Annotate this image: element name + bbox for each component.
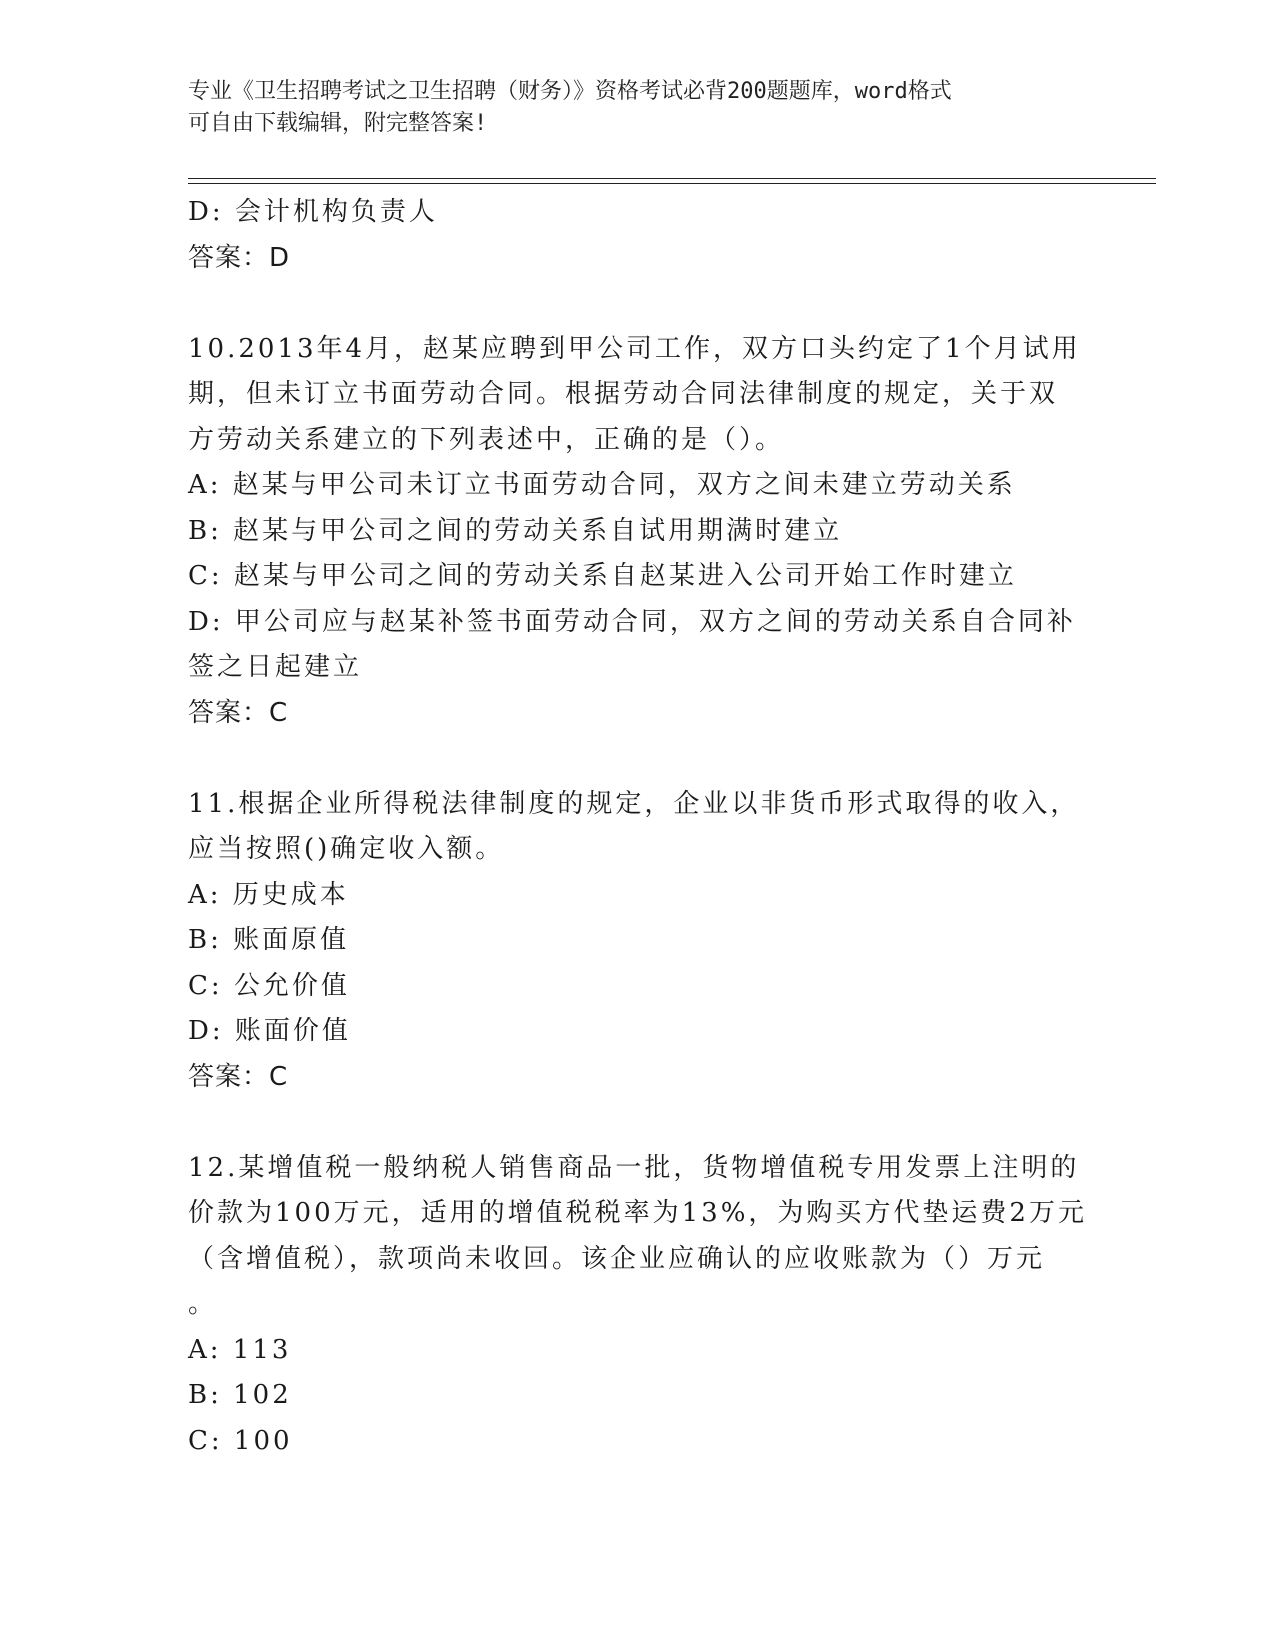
spacer — [188, 1100, 1088, 1146]
question-12 — [188, 1146, 1088, 1465]
header-line-2: 可自由下载编辑，附完整答案! — [188, 111, 488, 136]
q12-option-c: C: 100 — [188, 1425, 293, 1456]
q11-option-a: A: 历史成本 — [188, 879, 349, 910]
q10-stem-line: 方劳动关系建立的下列表述中，正确的是（）。 — [188, 424, 785, 455]
header-divider — [188, 178, 1156, 184]
q11-stem-line: 应当按照()确定收入额。 — [188, 834, 505, 864]
q12-stem-line: 。 — [188, 1289, 218, 1319]
q12-stem-line: 12.某增值税一般纳税人销售商品一批，货物增值税专用发票上注明的 — [188, 1152, 1080, 1183]
header-line-1: 专业《卫生招聘考试之卫生招聘（财务）》资格考试必背200题题库，word格式 — [188, 79, 952, 104]
q10-answer: 答案：C — [188, 697, 289, 728]
q10-stem-line: 10.2013年4月，赵某应聘到甲公司工作，双方口头约定了1个月试用 — [188, 333, 1081, 364]
question-11 — [188, 782, 1088, 1101]
q11-option-b: B: 账面原值 — [188, 925, 350, 955]
q10-stem-line: 期，但未订立书面劳动合同。根据劳动合同法律制度的规定，关于双 — [188, 379, 1059, 409]
q12-stem-line: 价款为100万元，适用的增值税税率为13%，为购买方代垫运费2万元 — [188, 1198, 1087, 1228]
q11-option-c: C: 公允价值 — [188, 970, 350, 1001]
q10-option-b: B: 赵某与甲公司之间的劳动关系自试用期满时建立 — [188, 515, 843, 546]
q11-option-d: D: 账面价值 — [188, 1016, 351, 1046]
q10-option-a: A: 赵某与甲公司未订立书面劳动合同，双方之间未建立劳动关系 — [188, 470, 1016, 500]
spacer — [188, 281, 1088, 327]
document-header — [188, 76, 1068, 140]
question-10 — [188, 327, 1088, 737]
q12-option-b: B: 102 — [188, 1380, 292, 1410]
q11-stem-line: 11.根据企业所得税法律制度的规定，企业以非货币形式取得的收入， — [188, 788, 1080, 819]
q11-answer: 答案：C — [188, 1061, 289, 1092]
spacer — [188, 736, 1088, 782]
document-body — [188, 190, 1088, 1464]
q12-option-a: A: 113 — [188, 1334, 292, 1365]
q10-option-c: C: 赵某与甲公司之间的劳动关系自赵某进入公司开始工作时建立 — [188, 561, 1017, 591]
q12-stem-line: （含增值税），款项尚未收回。该企业应确认的应收账款为（）万元 — [188, 1243, 1046, 1274]
prev-answer: 答案：D — [188, 242, 291, 273]
q10-option-d-cont: 签之日起建立 — [188, 652, 363, 682]
q10-option-d: D: 甲公司应与赵某补签书面劳动合同，双方之间的劳动关系自合同补 — [188, 606, 1076, 637]
prev-option-d: D: 会计机构负责人 — [188, 197, 438, 227]
